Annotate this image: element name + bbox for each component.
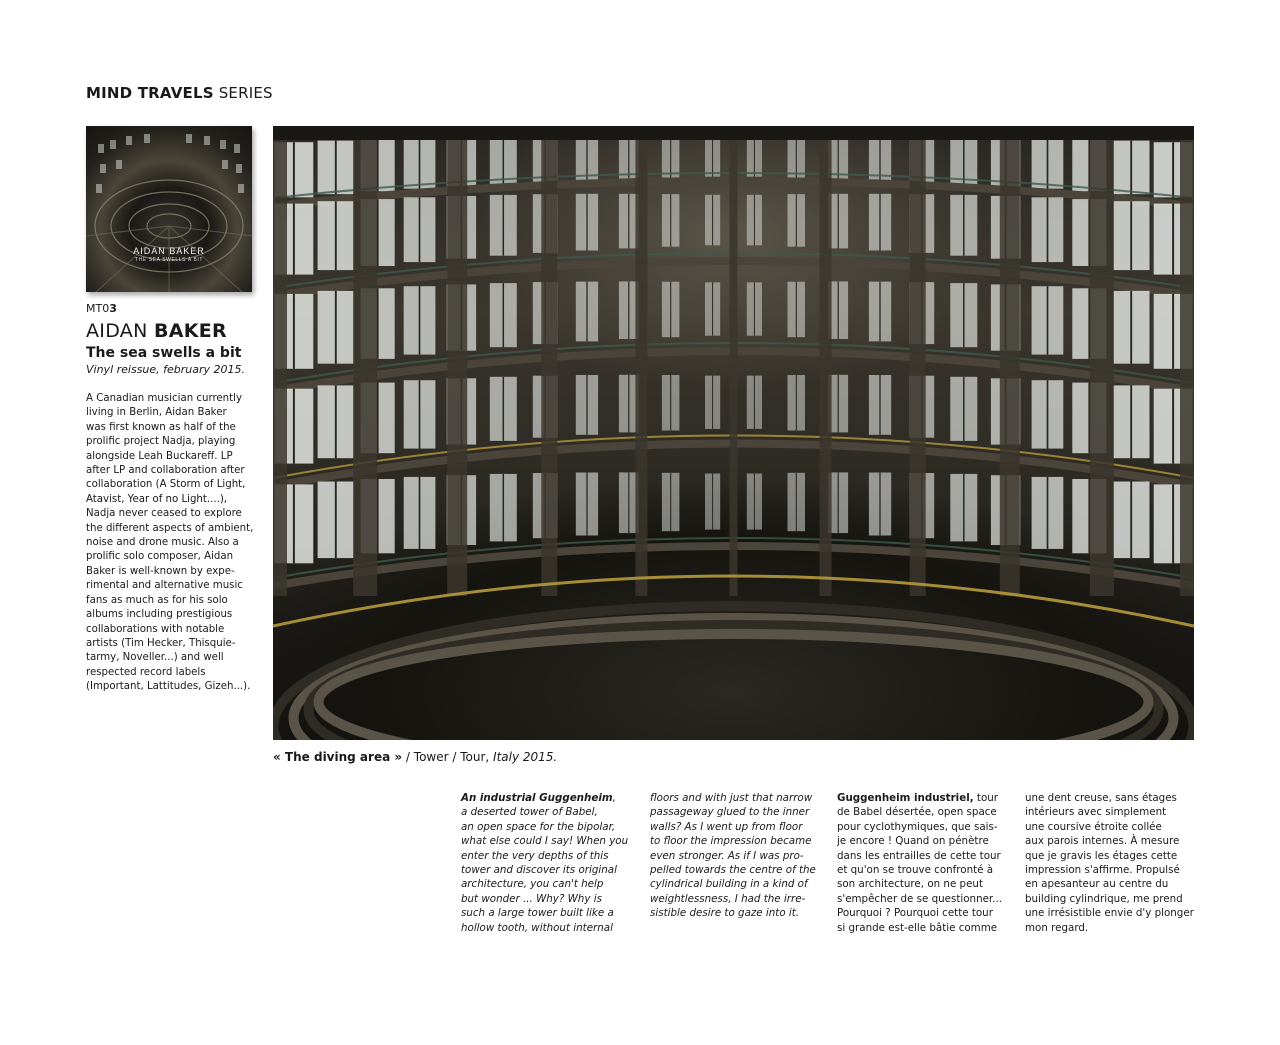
photo-caption bbox=[273, 750, 557, 764]
french-text-column-1 bbox=[837, 791, 1017, 935]
text-line: je encore ! Quand on pénètre bbox=[837, 835, 989, 848]
bio-line: the different aspects of ambient, bbox=[86, 522, 254, 534]
catalog-number bbox=[86, 302, 117, 315]
caption-middle: / Tower / Tour, bbox=[402, 750, 494, 764]
series-title-rest: SERIES bbox=[213, 84, 273, 102]
text-line: dans les entrailles de cette tour bbox=[837, 849, 1001, 862]
text-line: une irrésistible envie d'y plonger bbox=[1025, 907, 1194, 920]
text-line: aux parois internes. À mesure bbox=[1025, 835, 1180, 848]
caption-place: Italy 2015. bbox=[493, 750, 558, 764]
bio-line: respected record labels bbox=[86, 666, 206, 678]
bio-line: A Canadian musician currently bbox=[86, 393, 242, 404]
text-line: hollow tooth, without internal bbox=[461, 921, 613, 934]
tower-interior-photo bbox=[273, 126, 1194, 740]
bio-line: tarmy, Noveller...) and well bbox=[86, 652, 224, 664]
french-lead: Guggenheim industriel, bbox=[837, 792, 974, 804]
series-title bbox=[86, 84, 273, 102]
tower-interior-illustration bbox=[273, 126, 1194, 740]
bio-line: alongside Leah Buckareff. LP bbox=[86, 450, 233, 462]
concrete-column bbox=[910, 126, 926, 596]
bio-line: noise and drone music. Also a bbox=[86, 537, 239, 549]
bio-line: collaborations with notable bbox=[86, 623, 225, 635]
text-line: cylindrical building in a kind of bbox=[650, 878, 808, 891]
french-lead-suffix: tour bbox=[973, 792, 999, 804]
french-lead-line bbox=[837, 791, 1017, 805]
french-text-column-2 bbox=[1025, 791, 1205, 935]
concrete-column bbox=[820, 126, 832, 596]
catalog-prefix: MT0 bbox=[86, 302, 110, 315]
text-line: son architecture, on ne peut bbox=[837, 878, 983, 891]
text-line: enter the very depths of this bbox=[461, 849, 609, 862]
english-lead: An industrial Guggenheim bbox=[461, 792, 613, 804]
concrete-column bbox=[447, 126, 467, 596]
concrete-column bbox=[635, 126, 647, 596]
bio-line: living in Berlin, Aidan Baker bbox=[86, 407, 227, 419]
text-line: en apesanteur au centre du bbox=[1025, 878, 1169, 891]
text-line: to floor the impression became bbox=[650, 835, 812, 848]
artist-biography bbox=[86, 392, 260, 695]
concrete-column bbox=[1090, 126, 1114, 596]
pit-ring bbox=[319, 634, 1149, 740]
album-cover-art bbox=[86, 126, 252, 292]
english-text-column-1 bbox=[461, 791, 641, 935]
bio-line: prolific solo composer, Aidan bbox=[86, 551, 234, 563]
text-line: floors and with just that narrow bbox=[650, 792, 813, 804]
text-line: pour cyclothymiques, que sais- bbox=[837, 820, 998, 833]
text-line: une dent creuse, sans étages bbox=[1025, 792, 1177, 804]
english-text-column-2 bbox=[650, 791, 830, 921]
caption-title: « The diving area » bbox=[273, 750, 403, 764]
text-line: walls? As I went up from floor bbox=[650, 820, 803, 833]
bio-line: Baker is well-known by expe- bbox=[86, 565, 235, 577]
text-line: mon regard. bbox=[1025, 921, 1089, 934]
english-lead-line bbox=[461, 791, 641, 805]
bio-line: Atavist, Year of no Light....), bbox=[86, 493, 228, 505]
ceiling bbox=[273, 126, 1194, 140]
english-lead-suffix: , bbox=[612, 792, 616, 804]
bio-line: albums including prestigious bbox=[86, 609, 233, 621]
text-line: tower and discover its original bbox=[461, 864, 617, 877]
bio-line: rimental and alternative music bbox=[86, 580, 243, 592]
text-line: si grande est-elle bâtie comme bbox=[837, 921, 998, 934]
text-line: pelled towards the centre of the bbox=[650, 864, 816, 877]
bio-line: was first known as half of the bbox=[86, 421, 236, 433]
text-line: a deserted tower of Babel, bbox=[461, 806, 598, 819]
text-line: que je gravis les étages cette bbox=[1025, 849, 1178, 862]
cover-artist-name: AIDAN BAKER bbox=[133, 246, 205, 256]
album-cover bbox=[86, 126, 252, 292]
concrete-column bbox=[273, 126, 287, 596]
text-line: weightlessness, I had the irre- bbox=[650, 892, 806, 905]
series-title-bold: MIND TRAVELS bbox=[86, 84, 214, 102]
text-line: building cylindrique, me prend bbox=[1025, 892, 1183, 905]
text-line: architecture, you can't help bbox=[461, 878, 604, 891]
concrete-column bbox=[353, 126, 377, 596]
text-line: impression s'affirme. Propulsé bbox=[1025, 864, 1180, 877]
text-line: even stronger. As if I was pro- bbox=[650, 849, 804, 862]
concrete-column bbox=[1180, 126, 1194, 596]
bio-line: Nadja never ceased to explore bbox=[86, 508, 242, 520]
bio-line: prolific project Nadja, playing bbox=[86, 436, 236, 448]
text-line: et qu'on se trouve confronté à bbox=[837, 864, 994, 877]
artist-first-name: AIDAN bbox=[86, 320, 154, 342]
text-line: such a large tower built like a bbox=[461, 907, 614, 920]
text-line: what else could I say! When you bbox=[461, 835, 629, 848]
bio-line: collaboration (A Storm of Light, bbox=[86, 479, 246, 491]
bio-line: after LP and collaboration after bbox=[86, 465, 245, 477]
catalog-digit: 3 bbox=[109, 302, 117, 315]
concrete-column bbox=[1000, 126, 1020, 596]
text-line: Pourquoi ? Pourquoi cette tour bbox=[837, 907, 993, 920]
text-line: s'empêcher de se questionner... bbox=[837, 892, 1003, 905]
album-title: The sea swells a bit bbox=[86, 345, 242, 361]
text-line: de Babel désertée, open space bbox=[837, 806, 997, 819]
artist-name bbox=[86, 320, 227, 342]
text-line: an open space for the bipolar, bbox=[461, 820, 616, 833]
release-note: Vinyl reissue, february 2015. bbox=[86, 363, 246, 376]
text-line: passageway glued to the inner bbox=[650, 806, 810, 819]
text-line: intérieurs avec simplement bbox=[1025, 806, 1167, 819]
bio-line: (Important, Lattitudes, Gizeh...). bbox=[86, 681, 251, 693]
cover-album-title: THE SEA SWELLS A BIT bbox=[134, 257, 204, 263]
text-line: but wonder ... Why? Why is bbox=[461, 892, 602, 905]
text-line: sistible desire to gaze into it. bbox=[650, 907, 800, 920]
text-line: une coursive étroite collée bbox=[1025, 820, 1162, 833]
concrete-column bbox=[541, 126, 557, 596]
bio-line: fans as much as for his solo bbox=[86, 594, 228, 606]
bio-line: artists (Tim Hecker, Thisquie- bbox=[86, 637, 236, 649]
artist-last-name: BAKER bbox=[153, 320, 227, 342]
concrete-column bbox=[730, 126, 738, 596]
